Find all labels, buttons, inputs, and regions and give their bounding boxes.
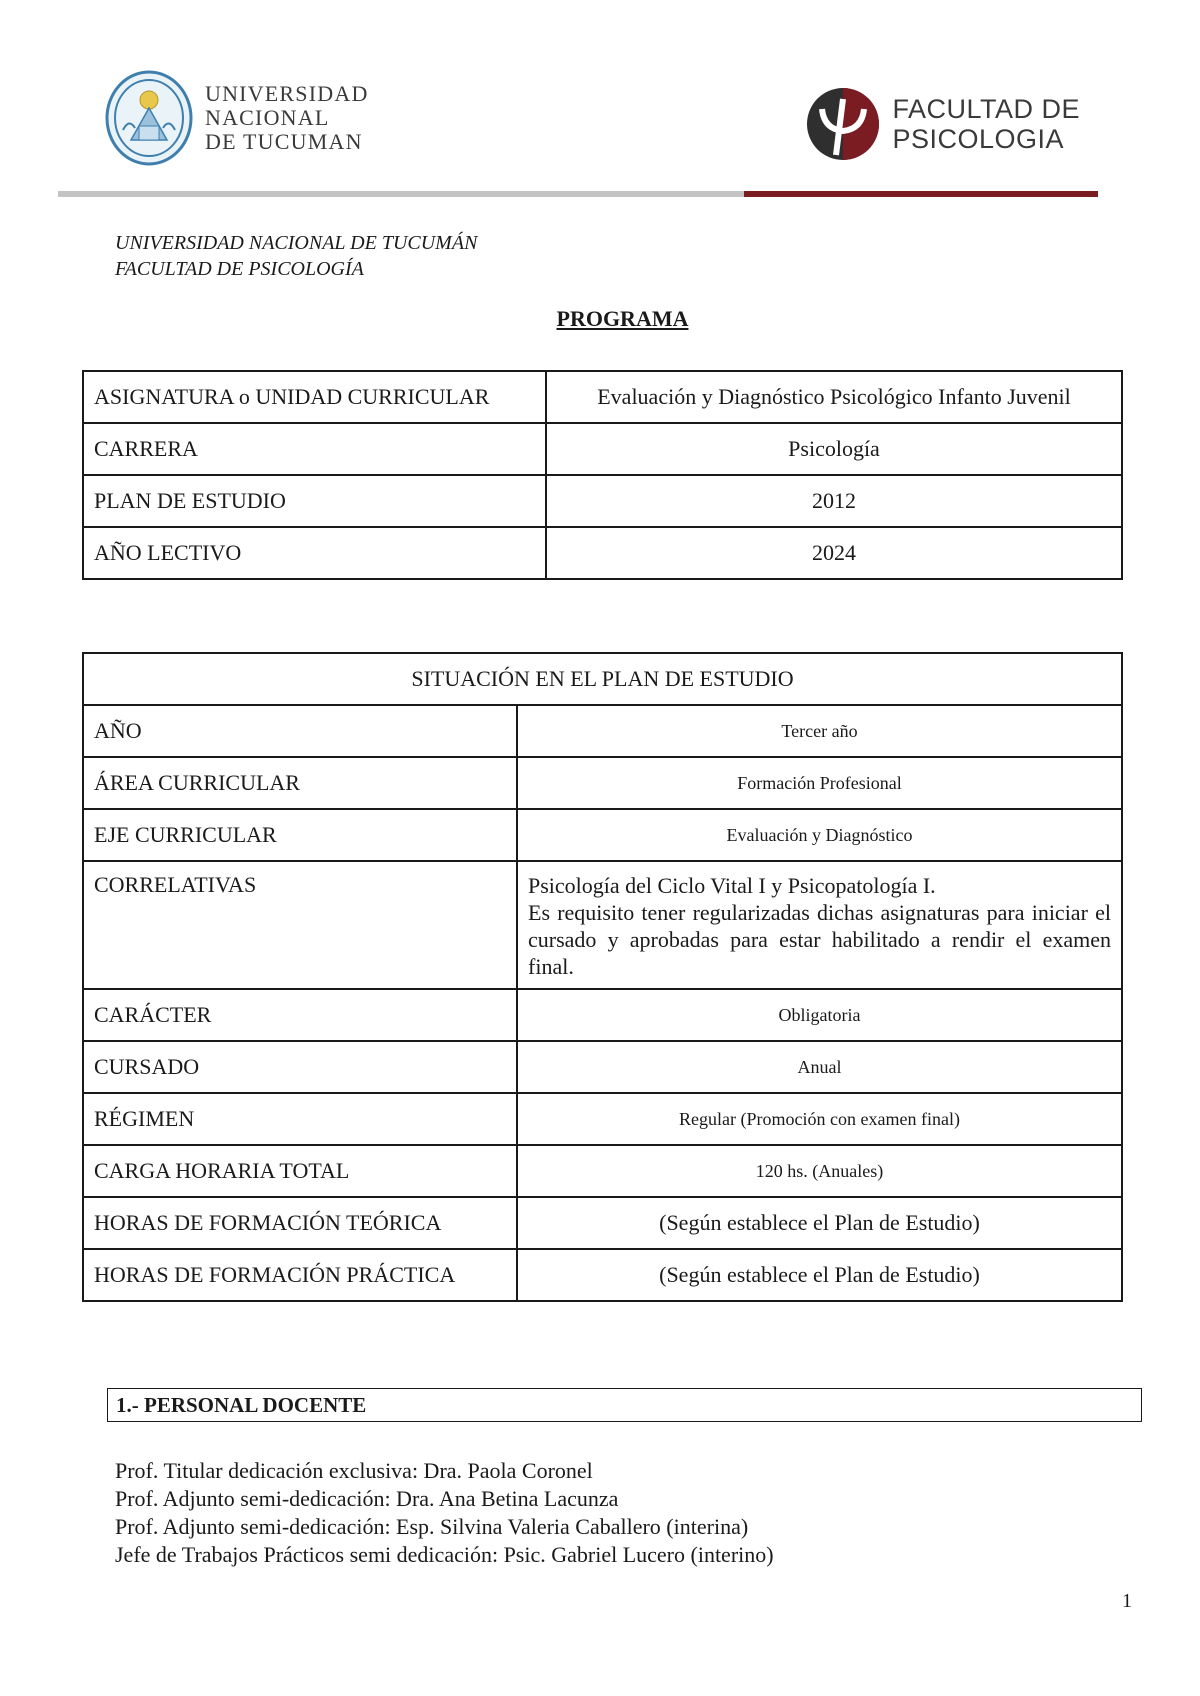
row-label: CARGA HORARIA TOTAL bbox=[83, 1145, 517, 1197]
page-number: 1 bbox=[1122, 1590, 1132, 1612]
table-row bbox=[83, 1145, 1122, 1197]
faculty-logo bbox=[804, 85, 1080, 163]
staff-item: Jefe de Trabajos Prácticos semi dedicación: Psic. Gabriel Lucero (interino) bbox=[115, 1542, 774, 1567]
staff-item: Prof. Titular dedicación exclusiva: Dra. Paola Coronel bbox=[115, 1458, 593, 1483]
row-value bbox=[517, 861, 1122, 989]
row-label: RÉGIMEN bbox=[83, 1093, 517, 1145]
row-value: Tercer año bbox=[517, 705, 1122, 757]
unt-logo-line: UNIVERSIDAD bbox=[205, 81, 369, 106]
correlativas-requirement: Es requisito tener regularizadas dichas asignaturas para iniciar el cursado y aprobadas para estar habilitado a rendir el examen final. bbox=[528, 900, 1111, 979]
row-label: CARÁCTER bbox=[83, 989, 517, 1041]
faculty-logo-line: PSICOLOGIA bbox=[892, 124, 1065, 154]
row-value: Anual bbox=[517, 1041, 1122, 1093]
psi-icon bbox=[804, 85, 882, 163]
table-row bbox=[83, 527, 1122, 579]
correlativas-line: Psicología del Ciclo Vital I y Psicopatología I. bbox=[528, 873, 936, 898]
unt-logo-line: DE TUCUMAN bbox=[205, 129, 363, 154]
unt-logo-line: NACIONAL bbox=[205, 105, 330, 130]
row-label: CURSADO bbox=[83, 1041, 517, 1093]
unt-seal-icon bbox=[105, 70, 193, 166]
row-label: CORRELATIVAS bbox=[83, 861, 517, 989]
institution-line: FACULTAD DE PSICOLOGÍA bbox=[115, 258, 364, 280]
row-label: AÑO LECTIVO bbox=[83, 527, 546, 579]
table-row bbox=[83, 1041, 1122, 1093]
institution-line: UNIVERSIDAD NACIONAL DE TUCUMÁN bbox=[115, 232, 478, 254]
header-rule-gray bbox=[58, 191, 744, 197]
row-value: Obligatoria bbox=[517, 989, 1122, 1041]
document-title: PROGRAMA bbox=[556, 306, 689, 331]
table-row bbox=[83, 989, 1122, 1041]
row-value: 2024 bbox=[546, 527, 1122, 579]
institution-heading bbox=[115, 230, 477, 282]
row-label: ASIGNATURA o UNIDAD CURRICULAR bbox=[83, 371, 546, 423]
row-value: Psicología bbox=[546, 423, 1122, 475]
staff-list bbox=[115, 1457, 774, 1569]
course-info-table bbox=[82, 370, 1123, 580]
staff-item: Prof. Adjunto semi-dedicación: Dra. Ana Betina Lacunza bbox=[115, 1486, 619, 1511]
table-row bbox=[83, 475, 1122, 527]
unt-logo-text bbox=[205, 82, 369, 154]
table-row bbox=[83, 809, 1122, 861]
row-label: AÑO bbox=[83, 705, 517, 757]
row-value: Regular (Promoción con examen final) bbox=[517, 1093, 1122, 1145]
row-label: HORAS DE FORMACIÓN TEÓRICA bbox=[83, 1197, 517, 1249]
row-value: 120 hs. (Anuales) bbox=[517, 1145, 1122, 1197]
table-row bbox=[83, 423, 1122, 475]
table-heading: SITUACIÓN EN EL PLAN DE ESTUDIO bbox=[83, 653, 1122, 705]
row-value: Evaluación y Diagnóstico bbox=[517, 809, 1122, 861]
row-value: 2012 bbox=[546, 475, 1122, 527]
row-value: (Según establece el Plan de Estudio) bbox=[517, 1197, 1122, 1249]
table-row bbox=[83, 1249, 1122, 1301]
table-row bbox=[83, 1093, 1122, 1145]
header-rule-red bbox=[744, 191, 1098, 197]
staff-item: Prof. Adjunto semi-dedicación: Esp. Silvina Valeria Caballero (interina) bbox=[115, 1514, 749, 1539]
faculty-logo-text bbox=[892, 94, 1080, 154]
row-label: HORAS DE FORMACIÓN PRÁCTICA bbox=[83, 1249, 517, 1301]
unt-logo bbox=[105, 70, 369, 166]
section-heading-personal-docente: 1.- PERSONAL DOCENTE bbox=[107, 1388, 1142, 1422]
row-value: (Según establece el Plan de Estudio) bbox=[517, 1249, 1122, 1301]
table-row bbox=[83, 757, 1122, 809]
situation-table bbox=[82, 652, 1123, 1302]
table-row bbox=[83, 371, 1122, 423]
table-row bbox=[83, 1197, 1122, 1249]
row-label: CARRERA bbox=[83, 423, 546, 475]
table-row bbox=[83, 653, 1122, 705]
row-value: Evaluación y Diagnóstico Psicológico Infanto Juvenil bbox=[546, 371, 1122, 423]
table-row bbox=[83, 861, 1122, 989]
row-label: EJE CURRICULAR bbox=[83, 809, 517, 861]
faculty-logo-line: FACULTAD DE bbox=[892, 94, 1080, 124]
row-label: ÁREA CURRICULAR bbox=[83, 757, 517, 809]
table-row bbox=[83, 705, 1122, 757]
row-value: Formación Profesional bbox=[517, 757, 1122, 809]
row-label: PLAN DE ESTUDIO bbox=[83, 475, 546, 527]
